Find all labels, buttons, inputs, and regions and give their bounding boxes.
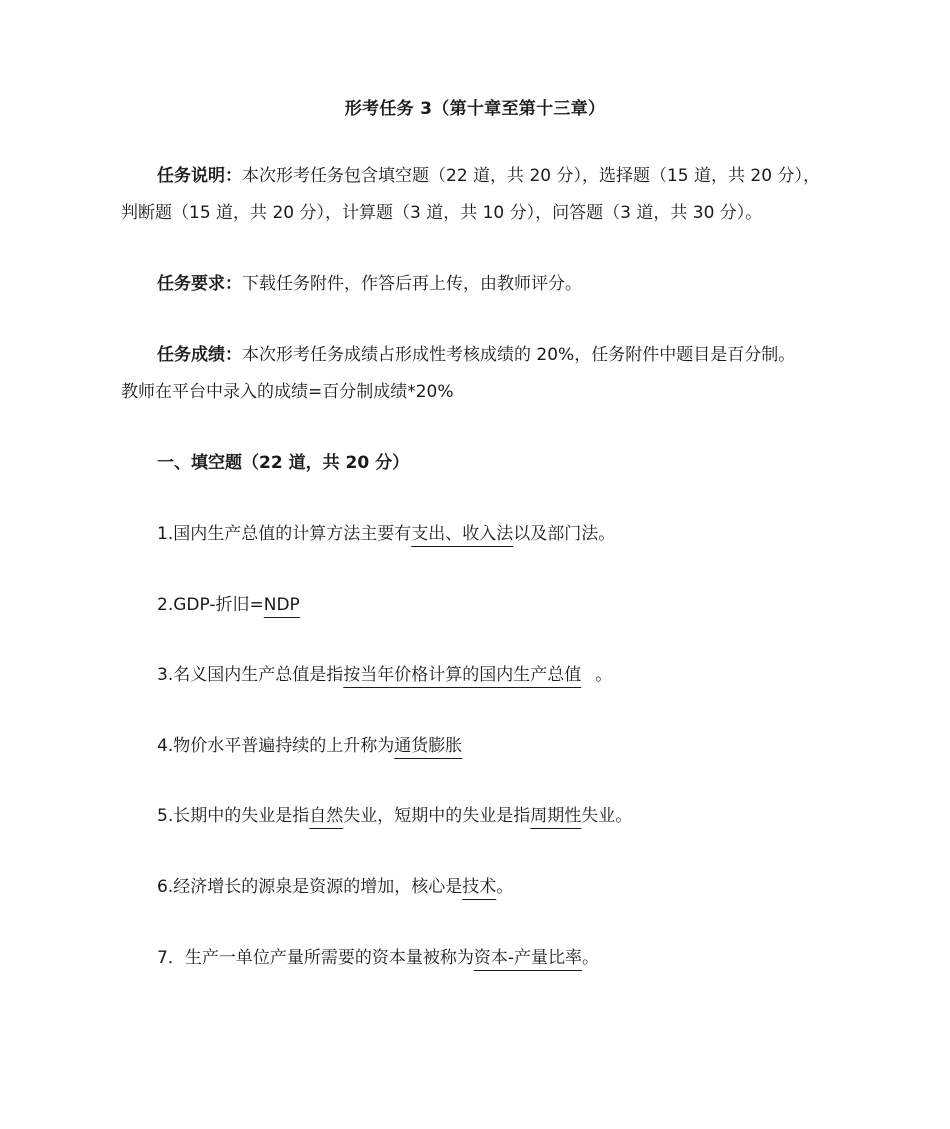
section-heading: 一、填空题（22 道，共 20 分） [157, 453, 410, 473]
answer-7: 资本-产量比率 [473, 948, 582, 968]
question-6: 6.经济增长的源泉是资源的增加，核心是技术。 [157, 877, 514, 897]
task-requirement [121, 266, 877, 303]
answer-3: 按当年价格计算的国内生产总值 [343, 665, 582, 685]
task-requirement-text: 下载任务附件，作答后再上传，由教师评分。 [242, 274, 582, 294]
question-2: 2.GDP-折旧=NDP [157, 595, 300, 615]
task-description [121, 158, 841, 232]
task-requirement-label: 任务要求： [157, 274, 242, 294]
answer-4: 通货膨胀 [394, 736, 463, 756]
question-1: 1.国内生产总值的计算方法主要有支出、收入法以及部门法。 [157, 524, 616, 544]
answer-1: 支出、收入法 [411, 524, 514, 544]
question-3: 3.名义国内生产总值是指按当年价格计算的国内生产总值 。 [157, 665, 613, 685]
question-4: 4.物价水平普遍持续的上升称为通货膨胀 [157, 736, 463, 756]
task-score-line2: 教师在平台中录入的成绩=百分制成绩*20% [121, 382, 454, 402]
task-score-line1: 本次形考任务成绩占形成性考核成绩的 20%，任务附件中题目是百分制。 [242, 345, 796, 365]
answer-6: 技术 [462, 877, 497, 897]
task-description-line2: 判断题（15 道，共 20 分），计算题（3 道，共 10 分），问答题（3 道，共 30 分）。 [121, 203, 763, 223]
task-score [121, 337, 841, 411]
question-5: 5.长期中的失业是指自然失业，短期中的失业是指周期性失业。 [157, 806, 633, 826]
task-description-label: 任务说明： [157, 166, 242, 186]
answer-5a: 自然 [309, 806, 344, 826]
page-title: 形考任务 3（第十章至第十三章） [344, 99, 606, 119]
task-score-label: 任务成绩： [157, 345, 242, 365]
question-7: 7．生产一单位产量所需要的资本量被称为资本-产量比率。 [157, 948, 599, 968]
task-description-line1: 本次形考任务包含填空题（22 道，共 20 分），选择题（15 道，共 20 分）， [242, 166, 820, 186]
answer-2: NDP [263, 595, 300, 615]
answer-5b: 周期性 [530, 806, 582, 826]
